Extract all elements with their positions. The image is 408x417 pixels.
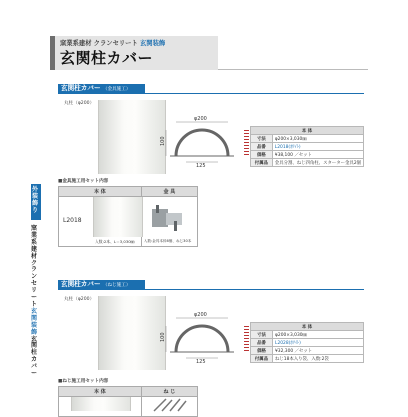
spec-row: 寸法 φ200×3,030㎜ xyxy=(251,135,364,143)
set-fitting-caption: 入数:金具本体6個、ねじ30本 xyxy=(143,239,192,243)
header-accent-bar xyxy=(50,36,55,70)
spec-row: 品番 L2028(ﾎﾜｲﾄ) xyxy=(251,339,364,347)
set-header-body: 本 体 xyxy=(59,187,142,197)
category-tab[interactable] xyxy=(31,184,41,220)
fastener-strip xyxy=(244,130,249,156)
section-heading-text: 玄関柱カバー xyxy=(61,84,101,92)
set-body-caption: 入数:2本、L＝3,030㎜ xyxy=(95,239,135,244)
product-label: 丸柱（φ200） xyxy=(64,297,95,302)
side-caption-accent: 玄関装飾 xyxy=(31,307,38,336)
screws-image xyxy=(150,398,190,412)
spec-row: 価格 ¥32,300 ／セット xyxy=(251,347,364,355)
set-contents-title: ■金具施工用セット内容 xyxy=(58,179,109,184)
breadcrumb-accent: 玄関装飾 xyxy=(139,40,166,47)
diameter-label: φ200 xyxy=(194,312,207,318)
spec-row: 価格 ¥38,100 ／セット xyxy=(251,151,364,159)
section-heading-sub: （金具施工） xyxy=(102,87,131,92)
side-caption xyxy=(31,226,41,378)
section-heading-sub: （ねじ施工） xyxy=(102,283,131,288)
side-caption-prefix: 窯業系建材 クランセリート xyxy=(31,225,38,308)
width-label: 125 xyxy=(196,163,206,168)
section-heading xyxy=(58,84,145,93)
category-tab-label: 外装飾り xyxy=(32,186,39,214)
page-title: 玄関柱カバー xyxy=(60,49,154,67)
set-cell-body xyxy=(59,397,142,417)
set-model: L2018 xyxy=(63,217,82,224)
spec-table xyxy=(250,126,364,167)
section-heading xyxy=(58,280,145,289)
spec-row: 品番 L2018(ﾎﾜｲﾄ) xyxy=(251,143,364,151)
set-header-fitting: 金 具 xyxy=(141,187,197,197)
set-contents-table xyxy=(58,386,198,417)
height-label: 100 xyxy=(160,136,166,146)
set-cell-screw xyxy=(141,397,197,417)
breadcrumb-prefix: 窯業系建材 クランセリート xyxy=(60,40,138,47)
set-pillar-image xyxy=(93,197,143,237)
set-cell-body xyxy=(59,197,142,247)
section-rule xyxy=(58,93,364,94)
spec-row: 付属品 ねじ18本入り袋、入数:2袋 xyxy=(251,355,364,363)
section-heading-text: 玄関柱カバー xyxy=(61,280,101,288)
set-cell-fitting xyxy=(141,197,197,247)
fastener-strip xyxy=(244,326,249,352)
set-header-screw: ね じ xyxy=(141,387,197,397)
pillar-image xyxy=(98,100,166,174)
set-header-body: 本 体 xyxy=(59,387,142,397)
breadcrumb xyxy=(60,38,165,47)
width-label: 125 xyxy=(196,359,206,364)
height-label: 100 xyxy=(160,332,166,342)
spec-header: 本 体 xyxy=(251,323,364,331)
set-pillar-image xyxy=(71,397,131,411)
header-rule xyxy=(218,69,368,70)
cross-section-diagram xyxy=(158,304,244,364)
spec-row: 付属品 金具分割、ねじ四角柱、スターター金具2個 xyxy=(251,159,364,167)
bracket-image xyxy=(148,203,188,235)
spec-header: 本 体 xyxy=(251,127,364,135)
product-label: 丸柱（φ200） xyxy=(64,101,95,106)
cross-section-diagram xyxy=(158,108,244,168)
spec-table xyxy=(250,322,364,363)
spec-row: 寸法 φ200×3,030㎜ xyxy=(251,331,364,339)
set-contents-title: ■ねじ施工用セット内容 xyxy=(58,379,109,384)
diameter-label: φ200 xyxy=(194,116,207,122)
side-caption-suffix: 玄関柱カバー xyxy=(31,335,38,378)
pillar-image xyxy=(98,296,166,370)
set-contents-table xyxy=(58,186,198,247)
section-rule xyxy=(58,289,364,290)
